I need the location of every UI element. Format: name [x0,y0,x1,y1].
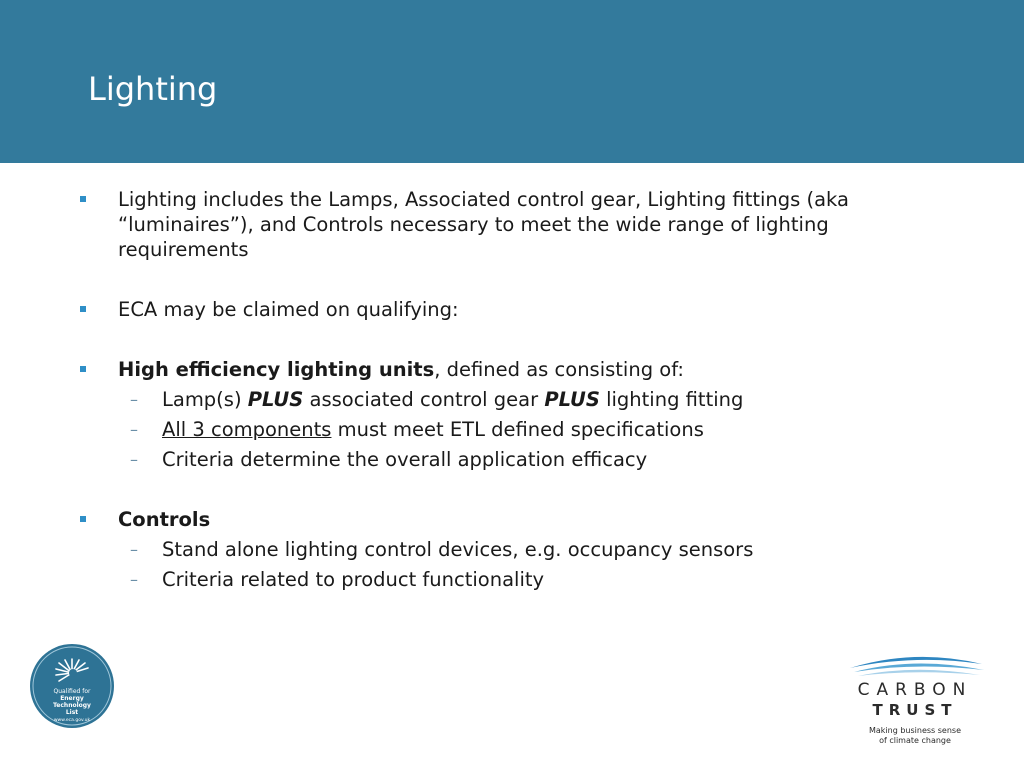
badge-text-technology: Technology [53,702,91,709]
badge-text-url: www.eca.gov.uk [53,718,91,723]
title-bar [0,0,1024,163]
underlined-text: All 3 components [162,418,332,441]
sub-text: lighting fitting [599,388,744,411]
sub-text: Criteria determine the overall application efficacy [162,448,648,471]
bullet-bold-text: High efficiency lighting units [118,358,435,381]
square-bullet-icon [80,196,86,202]
carbon-trust-logo [840,650,990,750]
bullet-high-efficiency [80,357,930,382]
bullet-controls [80,507,930,532]
badge-text-energy: Energy [60,695,84,702]
wave-logo-icon [840,650,990,680]
badge-text-qualified: Qualified for [53,688,91,695]
dash-bullet-icon: – [130,570,138,589]
badge-text-list: List [65,709,79,716]
sub-text: Criteria related to product functionality [162,568,545,591]
carbon-word: CARBON [857,680,973,700]
square-bullet-icon [80,366,86,372]
square-bullet-icon [80,516,86,522]
tagline-line1: Making business sense [868,726,961,735]
dash-bullet-icon: – [130,540,138,559]
tagline-line2: of climate change [879,736,951,745]
bullet-lighting-includes [80,187,930,262]
bullet-bold-text: Controls [118,508,211,531]
square-bullet-icon [80,306,86,312]
sub-bullet-components [80,417,930,442]
plus-emphasis: PLUS [247,388,304,411]
dash-bullet-icon: – [130,420,138,439]
dash-bullet-icon: – [130,390,138,409]
bullet-text: Lighting includes the Lamps, Associated control gear, Lighting fittings (aka “luminaires”), and Controls necessary to meet the wide range of lighting requirements [118,188,849,261]
sub-text: must meet ETL defined specifications [331,418,704,441]
sub-text: Stand alone lighting control devices, e.g. occupancy sensors [162,538,754,561]
bullet-text: ECA may be claimed on qualifying: [118,298,459,321]
sub-bullet-criteria-efficacy [80,447,930,472]
sub-text: Lamp(s) [162,388,248,411]
sub-bullet-functionality [80,567,930,592]
etl-badge-logo [27,641,117,731]
sub-bullet-lamps [80,387,930,412]
bullet-eca-claimed [80,297,930,322]
bullet-text: , defined as consisting of: [434,358,684,381]
plus-emphasis: PLUS [544,388,600,411]
sub-text: associated control gear [303,388,545,411]
sub-bullet-stand-alone [80,537,930,562]
slide-title: Lighting [88,70,218,108]
slide-body [80,187,930,592]
dash-bullet-icon: – [130,450,138,469]
trust-word: TRUST [872,701,958,719]
